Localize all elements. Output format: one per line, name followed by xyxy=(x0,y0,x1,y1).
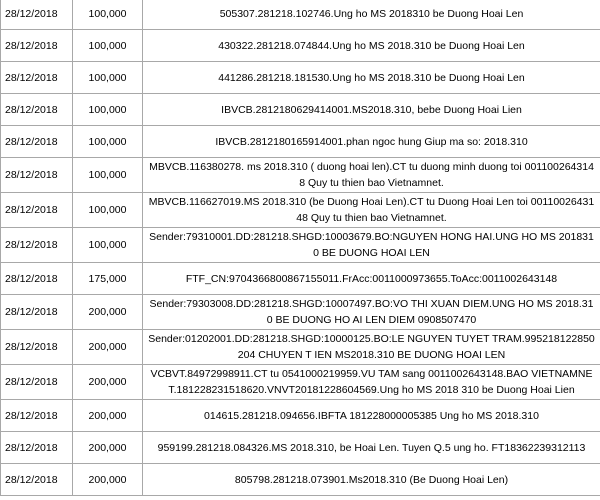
date-cell: 28/12/2018 xyxy=(1,193,73,228)
description-cell: Sender:79310001.DD:281218.SHGD:10003679.BO:NGUYEN HONG HAI.UNG HO MS 2018310 BE DUONG HOAI LEN xyxy=(143,228,600,263)
table-row xyxy=(1,30,600,62)
description-cell: MBVCB.116380278. ms 2018.310 ( duong hoai len).CT tu duong minh duong toi 0011002643148 Quy tu thien bao Vietnamnet. xyxy=(143,158,600,193)
date-cell: 28/12/2018 xyxy=(1,432,73,464)
date-cell: 28/12/2018 xyxy=(1,263,73,295)
table-row xyxy=(1,400,600,432)
date-cell: 28/12/2018 xyxy=(1,295,73,330)
amount-cell: 100,000 xyxy=(73,126,143,158)
description-cell: 805798.281218.073901.Ms2018.310 (Be Duong Hoai Len) xyxy=(143,464,600,496)
amount-cell: 100,000 xyxy=(73,158,143,193)
description-cell: VCBVT.84972998911.CT tu 0541000219959.VU TAM sang 0011002643148.BAO VIETNAMNET.181228231518620.VNVT20181228604569.Ung ho MS 2018 310 be Duong Hoai Lien xyxy=(143,365,600,400)
amount-cell: 100,000 xyxy=(73,62,143,94)
table-row xyxy=(1,0,600,30)
table-row xyxy=(1,94,600,126)
description-cell: Sender:01202001.DD:281218.SHGD:10000125.BO:LE NGUYEN TUYET TRAM.995218122850204 CHUYEN T IEN MS2018.310 BE DUONG HOAI LEN xyxy=(143,330,600,365)
date-cell: 28/12/2018 xyxy=(1,228,73,263)
description-cell: IBVCB.2812180629414001.MS2018.310, bebe Duong Hoai Lien xyxy=(143,94,600,126)
table-row xyxy=(1,193,600,228)
table-row xyxy=(1,330,600,365)
amount-cell: 200,000 xyxy=(73,330,143,365)
amount-cell: 200,000 xyxy=(73,365,143,400)
amount-cell: 200,000 xyxy=(73,432,143,464)
table-row xyxy=(1,228,600,263)
date-cell: 28/12/2018 xyxy=(1,126,73,158)
description-cell: 959199.281218.084326.MS 2018.310, be Hoai Len. Tuyen Q.5 ung ho. FT18362239312113 xyxy=(143,432,600,464)
amount-cell: 100,000 xyxy=(73,228,143,263)
table-row xyxy=(1,365,600,400)
table-row xyxy=(1,464,600,496)
table-row xyxy=(1,158,600,193)
description-cell: 441286.281218.181530.Ung ho MS 2018.310 be Duong Hoai Len xyxy=(143,62,600,94)
description-cell: FTF_CN:9704366800867155011.FrAcc:0011000973655.ToAcc:0011002643148 xyxy=(143,263,600,295)
amount-cell: 200,000 xyxy=(73,464,143,496)
date-cell: 28/12/2018 xyxy=(1,158,73,193)
table-row xyxy=(1,295,600,330)
amount-cell: 200,000 xyxy=(73,295,143,330)
date-cell: 28/12/2018 xyxy=(1,464,73,496)
table-row xyxy=(1,432,600,464)
table-row xyxy=(1,263,600,295)
date-cell: 28/12/2018 xyxy=(1,0,73,30)
amount-cell: 200,000 xyxy=(73,400,143,432)
amount-cell: 100,000 xyxy=(73,94,143,126)
description-cell: 505307.281218.102746.Ung ho MS 2018310 be Duong Hoai Len xyxy=(143,0,600,30)
amount-cell: 100,000 xyxy=(73,193,143,228)
description-cell: IBVCB.2812180165914001.phan ngoc hung Giup ma so: 2018.310 xyxy=(143,126,600,158)
amount-cell: 100,000 xyxy=(73,30,143,62)
table-row xyxy=(1,62,600,94)
amount-cell: 100,000 xyxy=(73,0,143,30)
table-row xyxy=(1,126,600,158)
description-cell: 430322.281218.074844.Ung ho MS 2018.310 be Duong Hoai Len xyxy=(143,30,600,62)
date-cell: 28/12/2018 xyxy=(1,94,73,126)
description-cell: 014615.281218.094656.IBFTA 181228000005385 Ung ho MS 2018.310 xyxy=(143,400,600,432)
date-cell: 28/12/2018 xyxy=(1,30,73,62)
description-cell: Sender:79303008.DD:281218.SHGD:10007497.BO:VO THI XUAN DIEM.UNG HO MS 2018.310 BE DUONG HO AI LEN DIEM 0908507470 xyxy=(143,295,600,330)
description-cell: MBVCB.116627019.MS 2018.310 (be Duong Hoai Len).CT tu Duong Hoai Len toi 0011002643148 Quy tu thien bao Vietnamnet. xyxy=(143,193,600,228)
date-cell: 28/12/2018 xyxy=(1,400,73,432)
date-cell: 28/12/2018 xyxy=(1,330,73,365)
amount-cell: 175,000 xyxy=(73,263,143,295)
date-cell: 28/12/2018 xyxy=(1,62,73,94)
date-cell: 28/12/2018 xyxy=(1,365,73,400)
